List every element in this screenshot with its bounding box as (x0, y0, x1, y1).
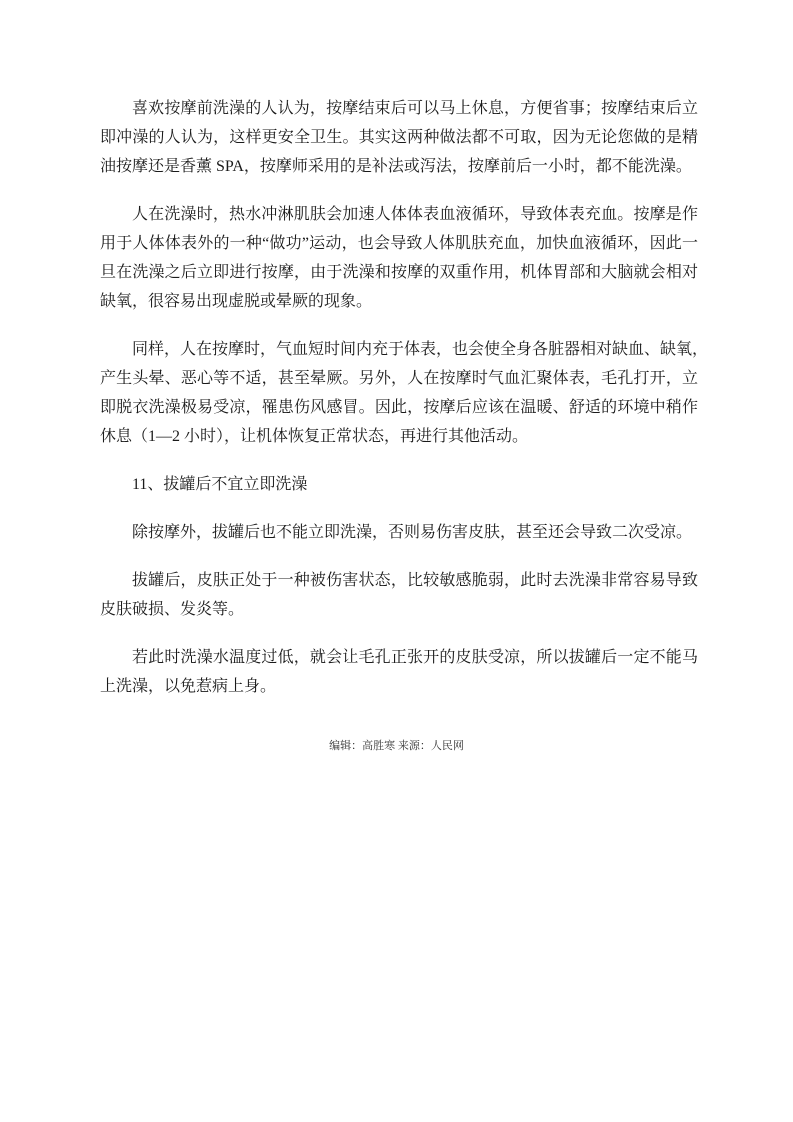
text-line: 用于人体体表外的一种“做功”运动，也会导致人体肌肤充血，加快血液循环，因此一 (100, 235, 698, 252)
paragraph (100, 335, 709, 451)
paragraph (100, 566, 698, 624)
paragraph (100, 643, 698, 701)
text-line: 上洗澡，以免惹病上身。 (100, 678, 277, 695)
text-line: 除按摩外，拔罐后也不能立即洗澡，否则易伤害皮肤，甚至还会导致二次受凉。 (132, 524, 693, 541)
text-line: 油按摩还是香薰 SPA，按摩师采用的是补法或泻法，按摩前后一小时，都不能洗澡。 (100, 158, 692, 175)
section-heading (100, 470, 698, 499)
text-line: 即脱衣洗澡极易受凉，罹患伤风感冒。因此，按摩后应该在温暖、舒适的环境中稍作 (100, 399, 698, 416)
editor-source-credit: 编辑：高胜寒 来源：人民网 (329, 740, 464, 752)
paragraph (100, 518, 698, 547)
text-line: 11、拔罐后不宜立即洗澡 (132, 476, 308, 493)
text-line: 即冲澡的人认为，这样更安全卫生。其实这两种做法都不可取，因为无论您做的是精 (100, 129, 698, 146)
document-body (100, 94, 709, 720)
text-line: 人在洗澡时，热水冲淋肌肤会加速人体体表血液循环，导致体表充血。按摩是作 (132, 206, 698, 223)
text-line: 若此时洗澡水温度过低，就会让毛孔正张开的皮肤受凉，所以拔罐后一定不能马 (132, 649, 698, 666)
text-line: 拔罐后，皮肤正处于一种被伤害状态，比较敏感脆弱，此时去洗澡非常容易导致 (132, 572, 698, 589)
text-line: 缺氧，很容易出现虚脱或晕厥的现象。 (100, 293, 373, 310)
text-line: 喜欢按摩前洗澡的人认为，按摩结束后可以马上休息，方便省事；按摩结束后立 (132, 100, 698, 117)
text-line: 同样，人在按摩时，气血短时间内充于体表，也会使全身各脏器相对缺血、缺氧， (132, 341, 709, 358)
text-line: 皮肤破损、发炎等。 (100, 601, 245, 618)
text-line: 产生头晕、恶心等不适，甚至晕厥。另外，人在按摩时气血汇聚体表，毛孔打开，立 (100, 370, 698, 387)
paragraph (100, 200, 698, 316)
paragraph (100, 94, 698, 181)
text-line: 休息（1—2 小时），让机体恢复正常状态，再进行其他活动。 (100, 428, 529, 445)
text-line: 旦在洗澡之后立即进行按摩，由于洗澡和按摩的双重作用，机体胃部和大脑就会相对 (100, 264, 698, 281)
